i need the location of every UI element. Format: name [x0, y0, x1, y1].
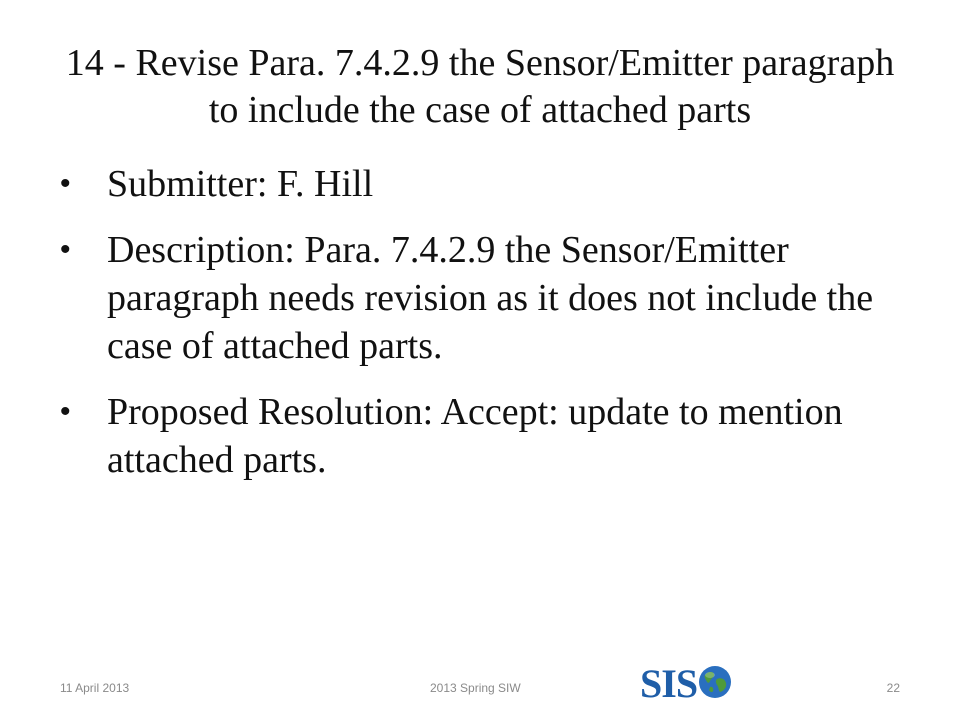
bullet-item-submitter	[60, 160, 880, 208]
bullet-item-description	[60, 226, 880, 370]
bullet-marker: •	[60, 167, 71, 200]
logo-text: SIS	[640, 661, 698, 706]
bullet-text: Submitter: F. Hill	[107, 163, 374, 205]
bullet-marker: •	[60, 395, 71, 428]
footer-event: 2013 Spring SIW	[430, 681, 521, 695]
bullet-list	[60, 160, 880, 502]
footer-date: 11 April 2013	[60, 681, 130, 695]
siso-logo	[640, 661, 732, 706]
bullet-item-resolution	[60, 388, 880, 484]
bullet-text: Description: Para. 7.4.2.9 the Sensor/Emitter paragraph needs revision as it does not include the case of attached parts.	[107, 229, 874, 367]
page-number: 22	[886, 681, 900, 695]
bullet-text: Proposed Resolution: Accept: update to mention attached parts.	[107, 391, 843, 481]
bullet-marker: •	[60, 233, 71, 266]
globe-icon	[698, 665, 732, 704]
slide-title: 14 - Revise Para. 7.4.2.9 the Sensor/Emitter paragraph to include the case of attached parts	[65, 42, 895, 131]
